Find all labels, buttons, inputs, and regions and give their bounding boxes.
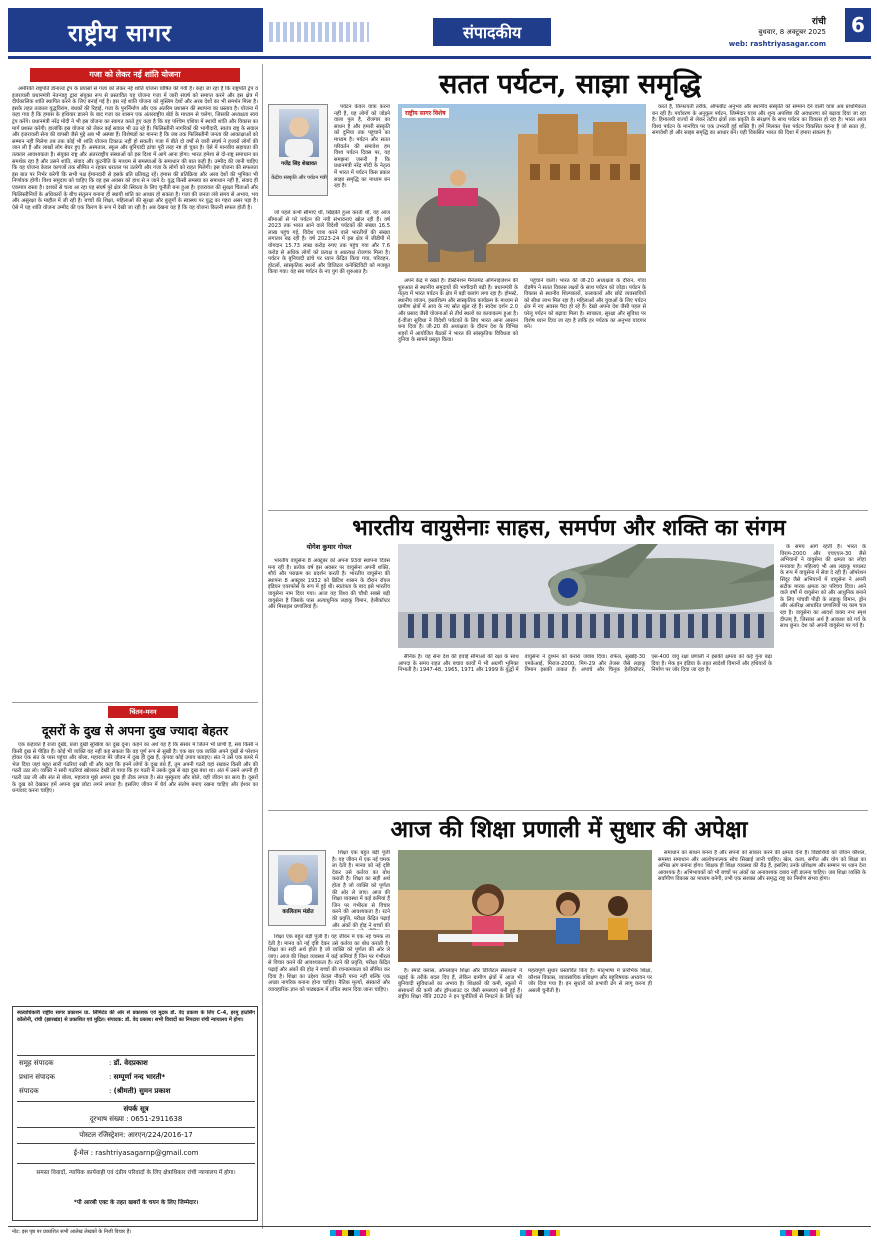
article-text: भारतीय वायुसेना 8 अक्टूबर को अपना 93वां स्थापना दिवस मना रही है। प्रत्येक वर्ष इस अवसर पर वायुसेना अपनी शक्ति, शौर्य और पराक्रम का प्रदर्शन करती है। भारतीय वायुसेना की स्थापना 8 अक्टूबर 1932 को ब्रिटिश शासन के दौरान रॉयल इंडियन एयरफोर्स के रूप में हुई थी। स्वतंत्रता के बाद इसे भारतीय वायुसेना नाम दिया गया। आज यह विश्व की चौथी सबसे बड़ी वायुसेना है जिसके पास अत्याधुनिक लड़ाकू विमान, हेलीकॉप्टर और मिसाइल प्रणालियां हैं। [268, 558, 390, 611]
article-text: पर्यटन केवल यात्रा करना नहीं है, यह लोगों को जोड़ने वाला पुल है, रोजगार का साधन है और हमारी संस्कृति को दुनिया तक पहुंचाने का माध्यम है। पर्यटन और सतत परिवर्तन की समावेश हम विश्व पर्यटन दिवस पर, यह समझना जरूरी है कि प्रधानमंत्री नरेंद्र मोदी के नेतृत्व में भारत में पर्यटन किस प्रकार साझा समृद्धि का माध्यम बन रहा है। [334, 104, 390, 190]
author-role: केंद्रीय संस्कृति और पर्यटन मंत्री [271, 175, 327, 181]
author-photo [278, 855, 318, 905]
row-label: संपादक [19, 1087, 39, 1095]
article2-author: योगेश कुमार गोयल [306, 543, 352, 551]
article-text: करते हैं, किफायती तरीके, ऑफबीट अनुभव और स्थानीय संस्कृति को सम्मान देने वाली यात्रा अब प्राथमिकता बन रही है। पर्यावरण के अनुकूल पर्यटन, जिम्मेदार यात्रा और शून्य अपशिष्ट की अवधारणा को बढ़ावा दिया जा रहा है। हिमालयी राज्यों से लेकर तटीय क्षेत्रों तक प्रकृति के संरक्षण के साथ पर्यटन का विकास हो रहा है। भारत आज विश्व पर्यटन के मानचित्र पर एक उभरती हुई शक्ति है। हमें मिलकर ऐसा पर्यटन विकसित करना है जो सतत हो, समावेशी हो और साझा समृद्धि का आधार बने। यही विकसित भारत की दिशा में हमारा संकल्प है। [652, 104, 866, 137]
dateline [690, 14, 860, 54]
article3-author-box [268, 850, 326, 926]
imprint-row-group-editor: समूह संपादक : डॉ. वेदप्रकाश [19, 1059, 148, 1067]
imprint-row-editor: संपादक : (श्रीमती) सुमन प्रकाश [19, 1087, 171, 1095]
editorial-body [12, 86, 258, 698]
row-label: समूह संपादक [19, 1059, 54, 1067]
photo-tag: राष्ट्रीय सागर विशेष [402, 108, 449, 118]
footer-note: नोट: इस पृष्ठ पर प्रकाशित सभी आलेख लेखकों के निजी विचार हैं। [12, 1229, 132, 1235]
jurisdiction-note: समस्त विवादों, न्यायिक कार्यवाही एवं दंडीय परिवादों के लिए क्षेत्राधिकार रांची न्यायालय में होगा। [36, 1170, 236, 1176]
article-text: है। स्मार्ट क्लास, ऑनलाइन शिक्षा और डिजिटल संसाधनों ने पढ़ाई के तरीके बदल दिए हैं, लेकिन ग्रामीण क्षेत्रों में आज भी बुनियादी सुविधाओं का अभाव है। शिक्षकों की कमी, स्कूलों में संसाधनों की कमी और ड्रॉपआउट दर जैसी समस्याएं बनी हुई हैं। राष्ट्रीय शिक्षा नीति 2020 ने इन चुनौतियों से निपटने के लिए कई महत्वपूर्ण सुधार प्रस्तावित किए हैं। मातृभाषा में प्रारंभिक शिक्षा, कौशल विकास, व्यावसायिक प्रशिक्षण और बहुविषयक अध्ययन पर जोर दिया गया है। इन सुधारों को प्रभावी ढंग से लागू करना ही असली चुनौती है। [398, 968, 652, 1001]
divider [17, 1127, 255, 1128]
row-value: (श्रीमती) सुमन प्रकाश [113, 1087, 171, 1095]
row-label: प्रधान संपादक [19, 1073, 55, 1081]
chintan-text: एक कहावत है राजा दुखी, प्रजा दुखी सुखिया का दुख दूना। कहने का अर्थ यह है कि संसार में जितने भी प्राणी हैं, सब किसी न किसी दुख से पीड़ित हैं। कोई भी व्यक्ति यह नहीं कह सकता कि वह पूर्ण रूप से सुखी है। एक बार एक व्यक्ति अपने दुखों से परेशान होकर एक संत के पास पहुंचा और बोला, महाराज मेरे जीवन में दुख ही दुख हैं, कृपया कोई उपाय बताइए। संत ने उसे एक कमरे में भेज दिया जहां बहुत सारी गठरियां रखी थीं और कहा कि इनमें लोगों के दुख बंधे हैं, तुम अपनी गठरी यहां रखकर किसी और की गठरी उठा लो। व्यक्ति ने सारी गठरियां खोलकर देखीं तो पाया कि हर गठरी में उसके दुख से बड़ा दुख बंधा था। अंत में उसने अपनी ही गठरी उठा ली और संत से बोला, महाराज मुझे अपना दुख ही ठीक लगता है। संत मुस्कुराए और बोले, यही जीवन का सत्य है। दूसरों के दुख को देखकर हमें अपना दुख छोटा लगने लगता है। इसलिए जीवन में धैर्य और संतोष बनाए रखना चाहिए और ईश्वर का धन्यवाद करना चाहिए। [12, 742, 258, 795]
postal-registration: पोस्टल रजिस्ट्रेशन: आरएन/224/2016-17 [79, 1131, 193, 1139]
website-link[interactable]: web: rashtriyasagar.com [728, 40, 826, 48]
divider [268, 810, 868, 811]
chintan-title: दूसरों के दुख से अपना दुख ज्यादा बेहतर [41, 723, 229, 738]
editorial-text: अमेरिकी राष्ट्रपति डोनाल्ड ट्रंप के प्रयासों से गजा को लेकर नई शांति योजना घोषित की गयी है। कहा जा रहा है कि राष्ट्रपति ट्रंप व इजरायली प्रधानमंत्री नेतन्याहू द्वारा संयुक्त रूप से प्रस्तावित यह योजना गजा में जारी संघर्ष को समाप्त करने और इस क्षेत्र में दीर्घकालिक शांति स्थापित करने के लिए बनाई गई है। इस नई शांति योजना को मुस्लिम देशों और अरब देशों का भी समर्थन मिला है। इसके तहत तत्काल युद्धविराम, बंधकों की रिहाई, गजा के पुनर्निर्माण और एक अंतरिम प्रशासन की स्थापना का प्रस्ताव है। योजना में कहा गया है कि हमास के हथियार डालने के बाद गजा का शासन एक अंतरराष्ट्रीय बोर्ड के माध्यम से चलेगा, जिसकी अध्यक्षता स्वयं ट्रंप करेंगे। प्रधानमंत्री नरेंद्र मोदी ने भी इस योजना का स्वागत करते हुए कहा है कि यह पश्चिम एशिया में स्थायी शांति और विकास का मार्ग प्रशस्त करेगी। हालांकि इस योजना को लेकर कई सवाल भी उठ रहे हैं। फिलिस्तीनी नागरिकों की भागीदारी, स्वतंत्र राष्ट्र के सवाल और इजरायली सेना की वापसी जैसे मुद्दे अब भी अस्पष्ट हैं। विशेषज्ञों का मानना है कि जब तक फिलिस्तीनी जनता की आकांक्षाओं को सम्मान नहीं मिलेगा तब तक कोई भी शांति योजना टिकाऊ नहीं हो सकती। गजा में बीते दो वर्षों से जारी संघर्ष ने हजारों लोगों की जान ली है और लाखों लोग बेघर हुए हैं। अस्पताल, स्कूल और बुनियादी ढांचा पूरी तरह नष्ट हो चुका है। ऐसे में मानवीय सहायता की तत्काल आवश्यकता है। संयुक्त राष्ट्र और अंतरराष्ट्रीय संस्थाओं को इस दिशा में आगे आना होगा। भारत हमेशा से दो-राष्ट्र समाधान का समर्थक रहा है और उसने शांति, संवाद और कूटनीति के माध्यम से समस्याओं के समाधान की बात कही है। उम्मीद की जानी चाहिए कि यह योजना केवल कागजों तक सीमित न रहकर धरातल पर उतरेगी और गजा के लोगों को राहत मिलेगी। इस योजना की सफलता इस बात पर निर्भर करेगी कि सभी पक्ष ईमानदारी से इसके प्रति प्रतिबद्ध रहें। हमास की प्रतिक्रिया और अरब देशों की भूमिका भी निर्णायक होगी। विश्व समुदाय को चाहिए कि वह इस अवसर को हाथ से न जाने दे। युद्ध किसी समस्या का समाधान नहीं है, संवाद ही एकमात्र रास्ता है। दशकों से चला आ रहा यह संघर्ष पूरे क्षेत्र की स्थिरता के लिए चुनौती बना हुआ है। इजरायल की सुरक्षा चिंताओं और फिलिस्तीनियों के अधिकारों के बीच संतुलन बनाना ही स्थायी शांति का आधार हो सकता है। गजा की जनता लंबे समय से अभाव, भय और असुरक्षा के माहौल में जी रही है। बच्चों की शिक्षा, महिलाओं की सुरक्षा और बुजुर्गों के स्वास्थ्य पर युद्ध का गहरा असर पड़ा है। ऐसे में यह शांति योजना उम्मीद की एक किरण के रूप में देखी जा रही है। अब देखना यह है कि यह योजना कितनी सफल होती है। [12, 86, 258, 211]
article3-col-a [268, 934, 390, 1224]
contact-label: संपर्क सूत्र [123, 1105, 149, 1113]
city: रांची [811, 17, 826, 27]
chintan-label: चिंतन-मनन [108, 706, 178, 718]
article2-photo [398, 544, 774, 648]
imprint-box [12, 1006, 258, 1221]
divider [12, 702, 258, 703]
article2-col-b [398, 654, 772, 806]
footer-rule [8, 1226, 871, 1227]
page-number: 6 [845, 8, 871, 42]
section-title: संपादकीय [433, 18, 551, 46]
imprint-text: स्वत्वाधिकारी राष्ट्रीय सागर प्रकाशन प्रा. लिमिटेड की ओर से प्रकाशक एवं मुद्रक डॉ. वेद प्रकाश के लिए C-4, हरमू हाउसिंग कॉलोनी, रांची (झारखंड) से प्रकाशित एवं मुद्रित। संपादक: डॉ. वेद प्रकाश। सभी विवादों का निपटारा रांची न्यायालय में होगा। [17, 1010, 255, 1023]
article1-title: सतत पर्यटन, साझा समृद्धि [439, 69, 701, 100]
paper-name: राष्ट्रीय सागर [68, 20, 172, 47]
article-text: पहुंचाने वाली। भारत की जी-20 अध्यक्षता के दौरान, गोवा रोडमैप ने सतत विकास लक्ष्यों के साथ पर्यटन को जोड़ा। पर्यटन के विकास से स्थानीय शिल्पकारों, कलाकारों और छोटे व्यवसायियों को सीधा लाभ मिल रहा है। महिलाओं और युवाओं के लिए पर्यटन क्षेत्र में नए अवसर पैदा हो रहे हैं। देखो अपना देश जैसी पहल से घरेलू पर्यटन को बढ़ावा मिला है। स्वच्छता, सुरक्षा और सुविधा पर विशेष ध्यान दिया जा रहा है ताकि हर पर्यटक का अनुभव यादगार बने। [524, 278, 646, 331]
article3-col-c [658, 850, 866, 1224]
header-rule [8, 56, 871, 59]
email-link[interactable]: ई-मेल : rashtriyasagarnp@gmail.com [73, 1149, 199, 1157]
color-bar [780, 1230, 820, 1236]
article2-col-a [268, 558, 390, 806]
divider [17, 1101, 255, 1102]
divider [17, 1163, 255, 1164]
article2-title: भारतीय वायुसेनाः साहस, समर्पण और शक्ति का संगम [352, 515, 786, 541]
row-value: डॉ. वेदप्रकाश [113, 1059, 148, 1067]
decorative-dots [269, 22, 369, 42]
article-text: के समय आगे रहती है। भारत के विराम-2000 और एचएएल-30 जैसे अभियानों ने वायुसेना की क्षमता का लोहा मनवाया है। महिलाएं भी अब लड़ाकू पायलट के रूप में वायुसेना में सेवा दे रही हैं। ऑपरेशन सिंदूर जैसे अभियानों में वायुसेना ने अपनी सटीक मारक क्षमता का परिचय दिया। आने वाले वर्षों में वायुसेना को और आधुनिक बनाने के लिए पांचवीं पीढ़ी के लड़ाकू विमान, ड्रोन और अंतरिक्ष आधारित प्रणालियों पर काम चल रहा है। वायुसेना का आदर्श वाक्य नभः स्पृशं दीप्तम् है, जिसका अर्थ है आकाश को गर्व के साथ छूना। देश को अपनी वायुसेना पर गर्व है। [780, 544, 866, 630]
article3-col-b [398, 968, 652, 1224]
article1-col-a [334, 104, 390, 204]
article-text: जो पहले कभी सीमाएं थीं, खिड़की हुआ करती थीं, वह आज सीमाओं से परे पर्यटन की नयी संभावनाएं खोल रही हैं। वर्ष 2023 तक भारत आने वाले विदेशी पर्यटकों की संख्या 16.5 लाख पहुंच गई, विदेश यात्रा करने वाले भारतीयों की संख्या लगातार बढ़ रही है। वर्ष 2023-24 में इस क्षेत्र में जीडीपी में योगदान 15.73 लाख करोड़ रुपए तक पहुंच गया और 7.6 करोड़ से अधिक लोगों को प्रत्यक्ष व अप्रत्यक्ष रोजगार मिला है। पर्यटन के बुनियादी ढांचे पर ध्यान केंद्रित किया गया, परिवहन, होटलों, सांस्कृतिक स्थलों और डिजिटल कनेक्टिविटी को मजबूत किया गया। यह सब पर्यटन के नए युग की शुरुआत है। [268, 210, 390, 276]
column-divider [262, 64, 263, 1229]
divider [17, 1055, 255, 1056]
prb-note: *पी आरबी एक्ट के तहत खबरों के चयन के लिए जिम्मेदार। [73, 1200, 199, 1206]
fort-elephant-photo [398, 104, 646, 272]
article-text: शिक्षा एक बहुत बड़ी पूंजी है। यह जीवन में एक नई चमक ला देती है। मानव को नई दृष्टि देकर उसे कर्तव्य का बोध कराती है। शिक्षा का सही अर्थ होता है जो व्यक्ति को पूर्णता की ओर ले जाए। आज की शिक्षा व्यवस्था में कई कमियां हैं जिन पर गंभीरता से विचार करने की आवश्यकता है। रटने की प्रवृत्ति, परीक्षा केंद्रित पढ़ाई और अंकों की होड़ ने बच्चों की [332, 850, 390, 929]
article3-title: आज की शिक्षा प्रणाली में सुधार की अपेक्षा [390, 816, 748, 843]
article1-col-e [652, 104, 866, 506]
article-text: सैनिक हैं। यह सेना देश की हवाई सीमाओं की रक्षा के साथ आपदा के समय राहत और बचाव कार्यों में भी अग्रणी भूमिका निभाती है। 1947-48, 1965, 1971 और 1999 के युद्धों में वायुसेना ने दुश्मन को करारा जवाब दिया। राफेल, सुखोई-30 एमकेआई, मिराज-2000, मिग-29 और तेजस जैसे लड़ाकू विमान इसकी ताकत हैं। अपाचे और चिनूक हेलीकॉप्टर, एस-400 वायु रक्षा प्रणाली ने इसकी क्षमता को कई गुना बढ़ा दिया है। मेक इन इंडिया के तहत स्वदेशी विमानों और हथियारों के निर्माण पर जोर दिया जा रहा है। [398, 654, 772, 674]
author-photo [279, 109, 319, 157]
article2-col-c [780, 544, 866, 806]
article-text: अपने केंद्र में रखते हैं। डेस्टिनेशन मैनेजमेंट ऑर्गनाइजेशन की शुरुआत से स्थानीय समुदायों की भागीदारी बढ़ी है। प्रधानमंत्री के नेतृत्व में भारत पर्यटन के क्षेत्र में बड़ी छलांग लगा रहा है। होमस्टे, स्थानीय व्यंजन, हस्तशिल्प और सांस्कृतिक कार्यक्रम के माध्यम से ग्रामीण क्षेत्रों में आय के नए स्रोत खुल रहे हैं। स्वदेश दर्शन 2.0 और प्रसाद जैसी योजनाओं से तीर्थ स्थलों का कायाकल्प हुआ है। ई-वीजा सुविधा ने विदेशी पर्यटकों के लिए भारत आना आसान बना दिया है। जी-20 की अध्यक्षता के दौरान देश के विभिन्न शहरों में आयोजित बैठकों ने भारत की सांस्कृतिक विविधता को दुनिया के सामने प्रस्तुत किया। [398, 278, 518, 344]
editorial-title: गजा को लेकर नई शांति योजना [30, 68, 240, 82]
row-value: सम्पूर्णा नन्द भारती* [113, 1073, 166, 1081]
color-bar [520, 1230, 560, 1236]
article1-col-d [524, 278, 646, 506]
divider [17, 1143, 255, 1144]
author-name: कालिताम मंडोत [282, 909, 314, 915]
imprint-row-chief-editor: प्रधान संपादक : सम्पूर्णा नन्द भारती* [19, 1073, 166, 1081]
person-icon [278, 855, 318, 905]
article1-col-b [268, 210, 390, 506]
classroom-photo [398, 850, 652, 962]
article1-col-c [398, 278, 518, 506]
article-text: शिक्षा एक बहुत बड़ी पूंजी है। यह जीवन में एक नई चमक ला देती है। मानव को नई दृष्टि देकर उसे कर्तव्य का बोध कराती है। शिक्षा का सही अर्थ होता है जो व्यक्ति को पूर्णता की ओर ले जाए। आज की शिक्षा व्यवस्था में कई कमियां हैं जिन पर गंभीरता से विचार करने की आवश्यकता है। रटने की प्रवृत्ति, परीक्षा केंद्रित पढ़ाई और अंकों की होड़ ने बच्चों की रचनात्मकता को सीमित कर दिया है। शिक्षा का उद्देश्य केवल नौकरी पाना नहीं बल्कि एक अच्छा नागरिक बनाना होना चाहिए। नैतिक मूल्यों, संस्कारों और व्यावहारिक ज्ञान को पाठ्यक्रम में उचित स्थान दिया जाना चाहिए। [268, 934, 390, 993]
person-icon [279, 109, 319, 157]
article-text: समाधान का साधन बनना है और सपनों को साकार करने की क्षमता देना है। विद्यार्थियों को जीवन कौशल, समस्या समाधान और आलोचनात्मक सोच सिखाई जानी चाहिए। खेल, कला, संगीत और योग को शिक्षा का अभिन्न अंग बनाना होगा। शिक्षक ही शिक्षा व्यवस्था की रीढ़ हैं, इसलिए उनके प्रशिक्षण और सम्मान पर ध्यान देना आवश्यक है। अभिभावकों को भी बच्चों पर अंकों का अनावश्यक दबाव नहीं डालना चाहिए। जब शिक्षा व्यक्ति के सर्वांगीण विकास का माध्यम बनेगी, तभी एक सशक्त और समृद्ध राष्ट्र का निर्माण संभव होगा। [658, 850, 866, 883]
author-name: गजेंद्र सिंह शेखावत [281, 161, 317, 167]
article3-photo [398, 850, 652, 962]
aircraft-parade-photo [398, 544, 774, 648]
article3-col-a-top [332, 850, 390, 930]
date: बुधवार, 8 अक्टूबर 2025 [758, 28, 826, 36]
divider [268, 510, 868, 511]
article1-author-box [268, 104, 328, 196]
phone: दूरभाष संख्या : 0651-2911638 [89, 1115, 183, 1123]
color-bar [330, 1230, 370, 1236]
article1-photo [398, 104, 646, 272]
masthead-banner [8, 8, 263, 52]
chintan-body [12, 742, 258, 1002]
